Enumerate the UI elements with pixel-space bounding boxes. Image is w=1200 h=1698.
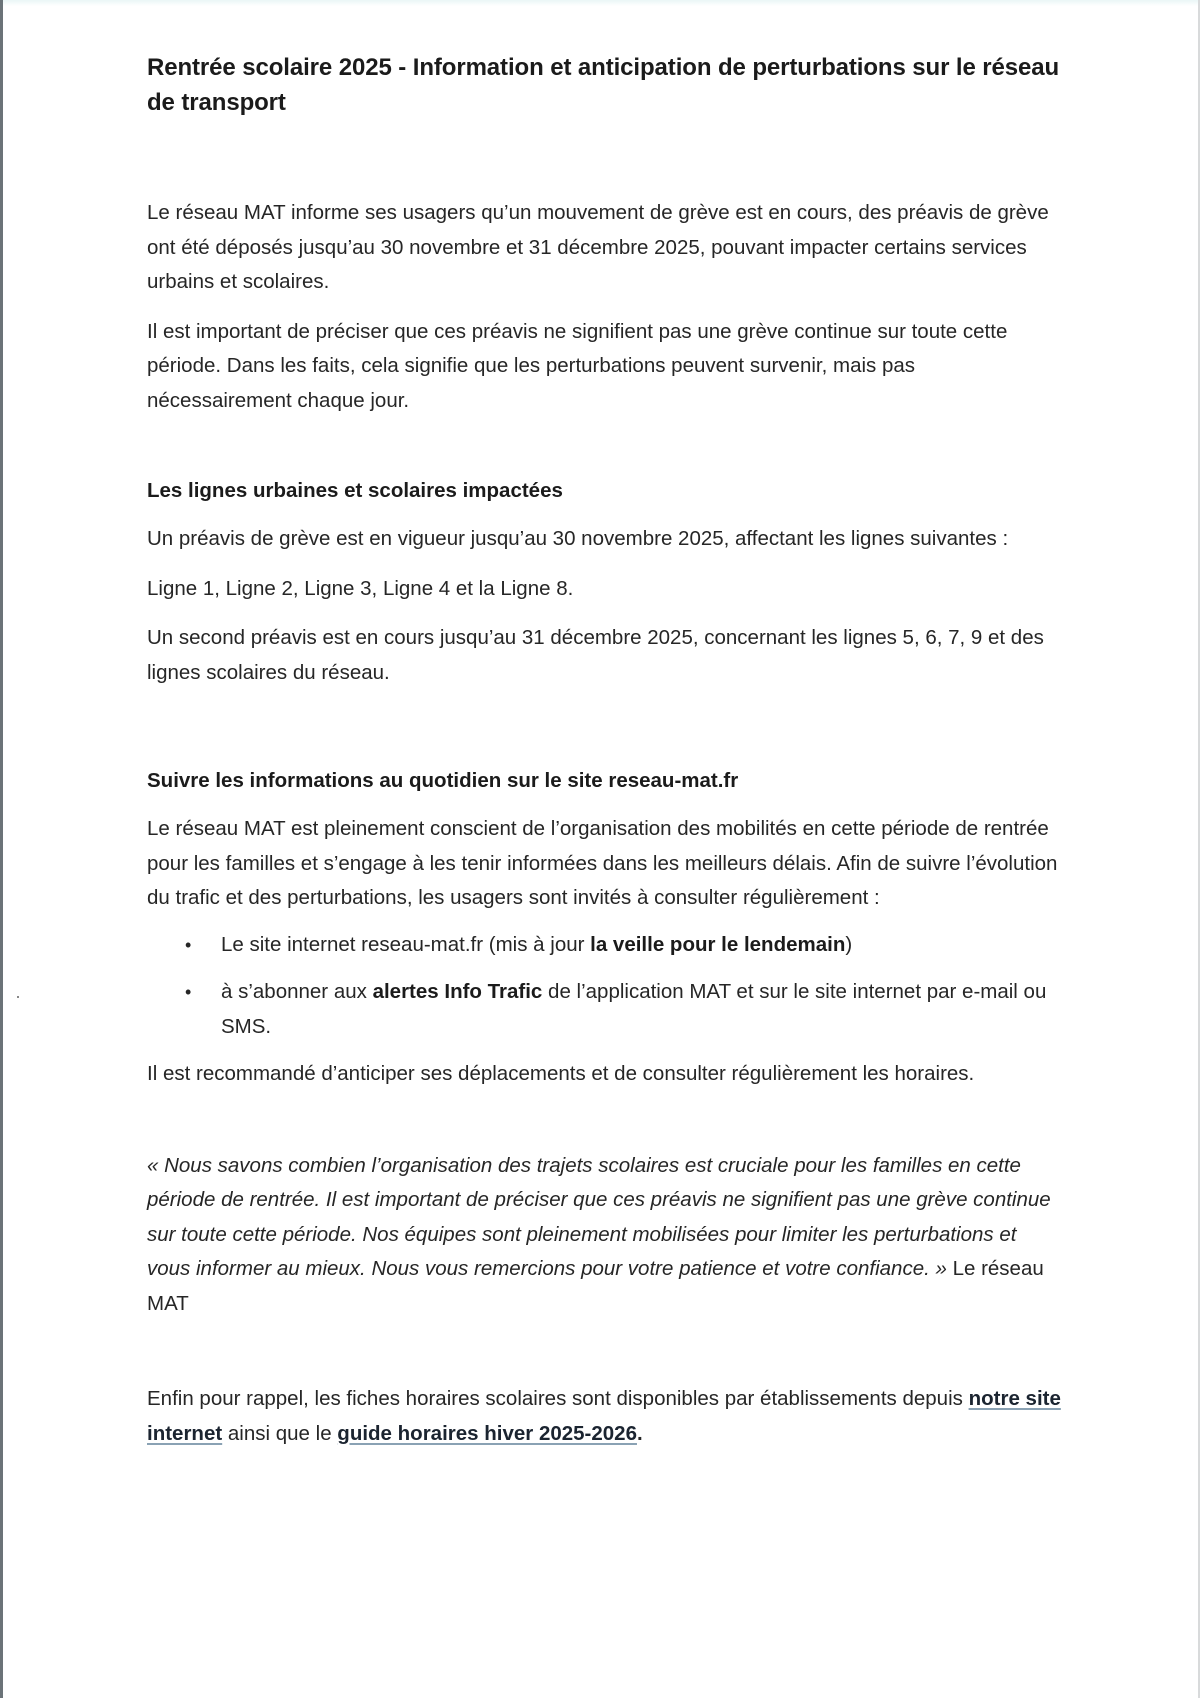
lignes-paragraph-1: Un préavis de grève est en vigueur jusqu’au 30 novembre 2025, affectant les lignes suivantes : — [147, 527, 1009, 550]
info-channels-list — [147, 928, 1062, 1045]
scan-edge-left — [0, 0, 3, 1698]
lignes-paragraph-2: Un second préavis est en cours jusqu’au 31 décembre 2025, concernant les lignes 5, 6, 7, 9 et des lignes scolaires du réseau. — [147, 626, 1044, 684]
bullet-text-end: de l’application MAT et sur le site internet par e-mail ou SMS. — [221, 980, 1047, 1038]
bullet-text: Le site internet reseau-mat.fr (mis à jour — [221, 932, 591, 956]
quote-text: « Nous savons combien l’organisation des trajets scolaires est cruciale pour les familles en cette période de rentrée. Il est important de préciser que ces préavis ne signifient pas une grève continue sur toute cette période. Nos équipes sont pleinement mobilisées pour limiter les perturbations et vous informer au mieux. Nous vous remercions pour votre patience et votre confiance. » — [147, 1153, 1051, 1280]
closing-paragraph — [147, 1382, 1062, 1451]
bullet-text-end: ) — [845, 932, 853, 956]
guide-horaires-link[interactable]: guide horaires hiver 2025-2026 — [337, 1421, 637, 1445]
lignes-heading: Les lignes urbaines et scolaires impactées — [147, 479, 563, 502]
document-title: Rentrée scolaire 2025 - Information et anticipation de perturbations sur le réseau de transport — [147, 54, 1060, 116]
quote-paragraph — [147, 1149, 1062, 1322]
bullet-icon: • — [185, 934, 192, 955]
bullet-bold-text: la veille pour le lendemain — [590, 932, 846, 956]
bullet-text: à s’abonner aux — [221, 980, 373, 1003]
quote-signature: Le réseau MAT — [147, 1257, 1044, 1315]
intro-paragraph-2: Il est important de préciser que ces préavis ne signifient pas une grève continue sur toute cette période. Dans les faits, cela signifie que les perturbations peuvent survenir, mais pas nécessairement chaque jour. — [147, 319, 1008, 412]
bullet-icon: • — [185, 982, 192, 1002]
closing-text: Enfin pour rappel, les fiches horaires scolaires sont disponibles par établissements depuis — [147, 1387, 969, 1410]
scan-edge-top — [0, 0, 1200, 6]
site-internet-link[interactable]: notre site internet — [147, 1387, 1061, 1445]
list-item — [147, 975, 1062, 1044]
suivre-paragraph-1: Le réseau MAT est pleinement conscient de l’organisation des mobilités en cette période de rentrée pour les familles et s’engage à les tenir informées dans les meilleurs délais. Afin de suivre l’évolution du trafic et des perturbations, les usagers sont invités à consulter régulièrement : — [147, 817, 1058, 909]
closing-period: . — [636, 1421, 643, 1445]
intro-paragraph-1: Le réseau MAT informe ses usagers qu’un mouvement de grève est en cours, des préavis de grève ont été déposés jusqu’au 30 novembre et 31 décembre 2025, pouvant impacter certains services urbains et scolaires. — [147, 201, 1049, 293]
bullet-bold-text: alertes Info Trafic — [372, 980, 543, 1003]
document-page — [147, 50, 1062, 1451]
closing-text-middle: ainsi que le — [222, 1421, 338, 1445]
suivre-heading: Suivre les informations au quotidien sur le site reseau-mat.fr — [147, 769, 739, 792]
scan-speck — [17, 996, 19, 998]
recommendation-paragraph: Il est recommandé d’anticiper ses déplacements et de consulter régulièrement les horaires. — [147, 1062, 975, 1085]
lignes-list: Ligne 1, Ligne 2, Ligne 3, Ligne 4 et la Ligne 8. — [147, 576, 574, 600]
list-item — [147, 928, 1062, 963]
